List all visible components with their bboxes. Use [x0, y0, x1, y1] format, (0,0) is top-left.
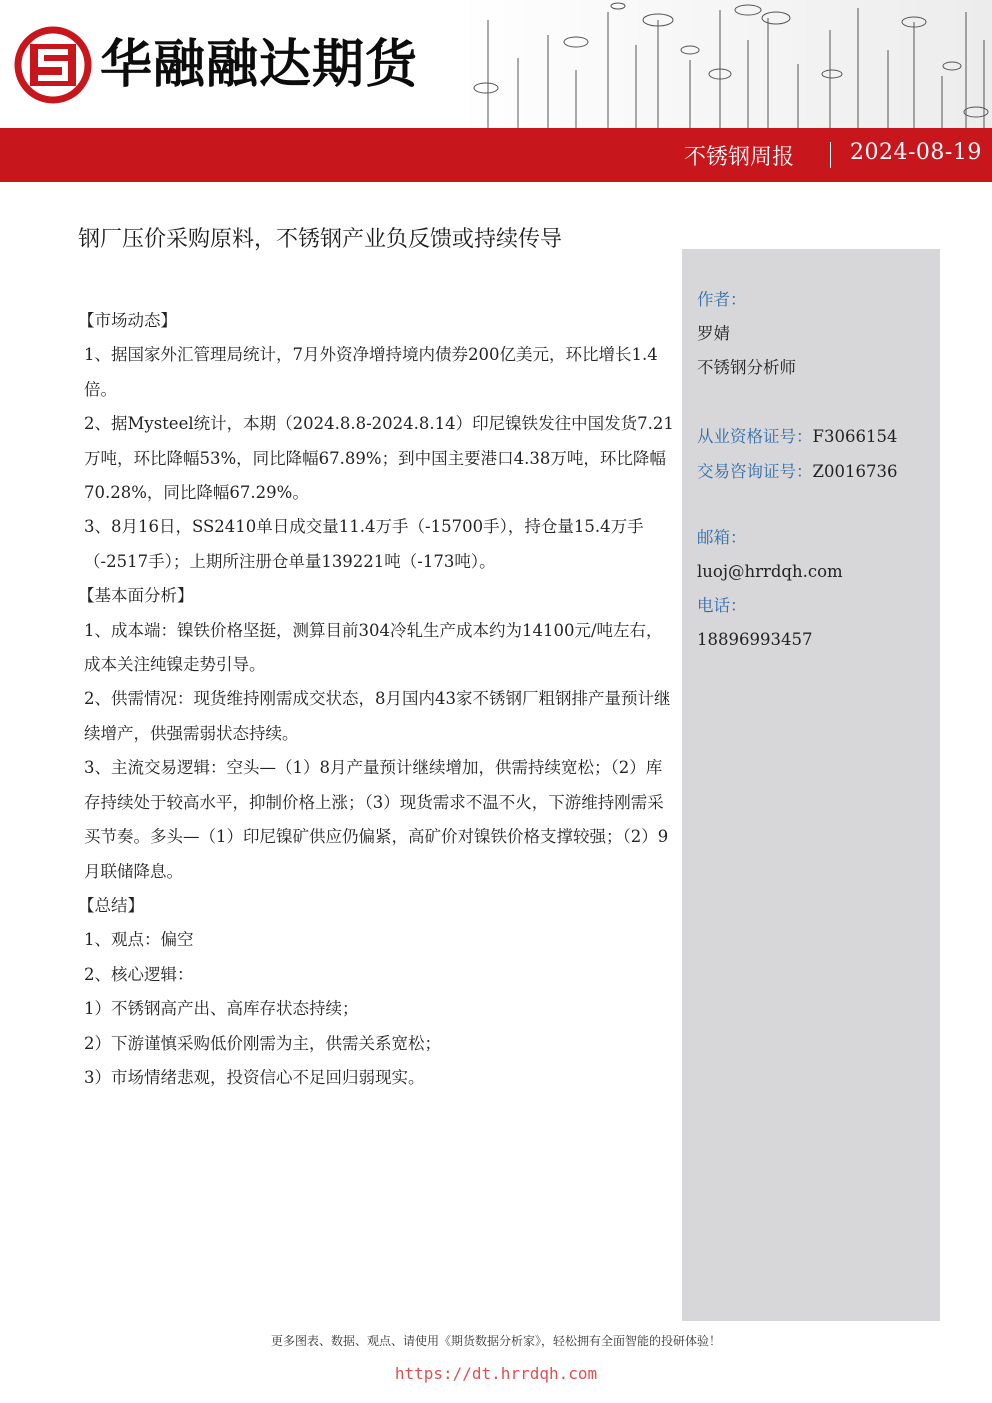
fundamentals-item: 3、主流交易逻辑：空头—（1）8月产量预计继续增加，供需持续宽松；（2）库存持续处于较高水平，抑制价格上涨；（3）现货需求不温不火，下游维持刚需采买节奏。多头—（1）印尼镍矿供应仍偏紧，高矿价对镍铁价格支撑较强；（2）9月联储降息。: [84, 758, 669, 881]
consult-row: [697, 454, 897, 489]
email-label: 邮箱：: [697, 528, 747, 547]
market-item: 1、据国家外汇管理局统计，7月外资净增持境内债券200亿美元，环比增长1.4倍。: [84, 345, 658, 399]
author-title: 不锈钢分析师: [697, 358, 796, 377]
footer-promo: 更多图表、数据、观点、请使用《期货数据分析家》，轻松拥有全面智能的投研体验！: [270, 1334, 721, 1348]
market-item: 3、8月16日，SS2410单日成交量11.4万手（-15700手），持仓量15.4万手（-2517手）；上期所注册仓单量139221吨（-173吨）。: [84, 517, 644, 571]
report-body: [78, 304, 674, 1095]
author-name: 罗婧: [697, 324, 730, 343]
fundamentals-item: 2、供需情况：现货维持刚需成交状态，8月国内43家不锈钢厂粗钢排产量预计继续增产，供强需弱状态持续。: [84, 689, 671, 743]
author-sidebar: [682, 249, 940, 1321]
summary-item: 3）市场情绪悲观，投资信心不足回归弱现实。: [84, 1067, 425, 1087]
email-address[interactable]: luoj@hrrdqh.com: [697, 562, 843, 581]
report-headline: 钢厂压价采购原料，不锈钢产业负反馈或持续传导: [78, 227, 563, 252]
header-decoration: [458, 0, 992, 128]
license-number: F3066154: [812, 427, 898, 446]
company-logo-icon: [14, 26, 92, 104]
market-item: 2、据Mysteel统计，本期（2024.8.8-2024.8.14）印尼镍铁发往中国发货7.21万吨，环比降幅53%，同比降幅67.89%；到中国主要港口4.38万吨，环比降幅70.28%，同比降幅67.29%。: [84, 414, 674, 503]
summary-item: 1）不锈钢高产出、高库存状态持续；: [84, 999, 359, 1019]
section-title-fundamentals: 【基本面分析】: [78, 586, 194, 606]
phone-label: 电话：: [697, 596, 747, 615]
author-label: 作者：: [697, 290, 747, 309]
consult-number: Z0016736: [812, 462, 898, 481]
license-row: [697, 419, 897, 454]
summary-item: 2）下游谨慎采购低价刚需为主，供需关系宽松；: [84, 1033, 441, 1053]
summary-item: 2、核心逻辑：: [84, 964, 194, 984]
license-label: 从业资格证号：: [697, 427, 813, 446]
section-title-summary: 【总结】: [78, 895, 144, 915]
page-footer: [0, 1322, 992, 1403]
summary-item: 1、观点：偏空: [84, 930, 194, 950]
consult-label: 交易咨询证号：: [697, 462, 813, 481]
page-header: [0, 0, 992, 128]
report-date: 2024-08-19: [850, 140, 982, 165]
sidebar-spacer: [697, 385, 897, 419]
title-separator: [830, 142, 831, 168]
sidebar-spacer: [697, 489, 897, 521]
phone-number: 18896993457: [697, 630, 813, 649]
footer-link[interactable]: https://dt.hrrdqh.com: [394, 1364, 598, 1383]
brand-name: 华融融达期货: [100, 35, 419, 95]
section-title-market: 【市场动态】: [78, 311, 177, 330]
report-title-bar: [0, 128, 992, 182]
report-type: 不锈钢周报: [683, 145, 794, 170]
fundamentals-item: 1、成本端：镍铁价格坚挺，测算目前304冷轧生产成本约为14100元/吨左右，成本关注纯镍走势引导。: [84, 620, 663, 675]
